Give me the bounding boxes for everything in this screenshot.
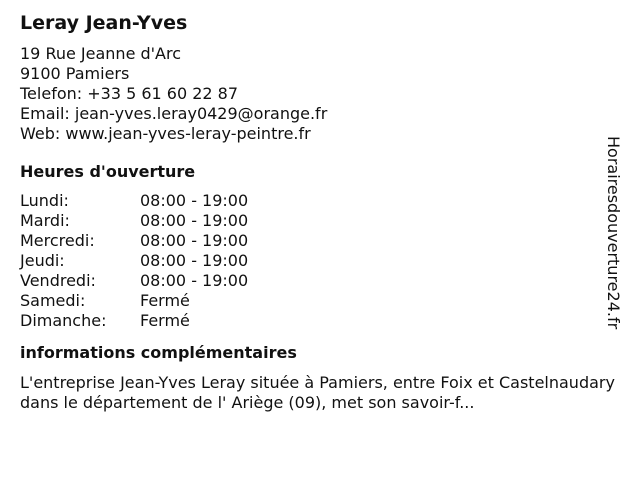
email-line: Email: jean-yves.leray0429@orange.fr: [20, 104, 328, 123]
address-city: 9100 Pamiers: [20, 64, 130, 83]
hours-day: Dimanche:: [20, 311, 107, 330]
phone-line: Telefon: +33 5 61 60 22 87: [20, 84, 239, 103]
contact-block: [20, 44, 610, 144]
info-description: L'entreprise Jean-Yves Leray située à Pamiers, entre Foix et Castelnaudary dans le département de l' Ariège (09), met son savoir-f...: [20, 373, 615, 412]
hours-row-sunday: [20, 311, 610, 331]
hours-time: Fermé: [140, 311, 190, 330]
hours-day: Jeudi:: [20, 251, 65, 270]
hours-day: Samedi:: [20, 291, 86, 310]
business-name: Leray Jean-Yves: [20, 12, 188, 34]
hours-row-thursday: [20, 251, 610, 271]
info-heading: informations complémentaires: [20, 343, 297, 362]
hours-time: 08:00 - 19:00: [140, 251, 249, 270]
hours-time: 08:00 - 19:00: [140, 271, 249, 290]
hours-time: 08:00 - 19:00: [140, 211, 249, 230]
hours-row-wednesday: [20, 231, 610, 251]
hours-row-monday: [20, 191, 610, 211]
hours-table: [20, 191, 610, 331]
hours-row-friday: [20, 271, 610, 291]
website-line: Web: www.jean-yves-leray-peintre.fr: [20, 124, 311, 143]
hours-day: Lundi:: [20, 191, 69, 210]
hours-time: Fermé: [140, 291, 190, 310]
brand-watermark: Horairesdouverture24.fr: [604, 136, 623, 330]
hours-day: Vendredi:: [20, 271, 96, 290]
hours-time: 08:00 - 19:00: [140, 231, 249, 250]
hours-heading: Heures d'ouverture: [20, 162, 196, 181]
hours-row-tuesday: [20, 211, 610, 231]
address-street: 19 Rue Jeanne d'Arc: [20, 44, 182, 63]
hours-day: Mercredi:: [20, 231, 95, 250]
hours-day: Mardi:: [20, 211, 70, 230]
hours-time: 08:00 - 19:00: [140, 191, 249, 210]
hours-row-saturday: [20, 291, 610, 311]
